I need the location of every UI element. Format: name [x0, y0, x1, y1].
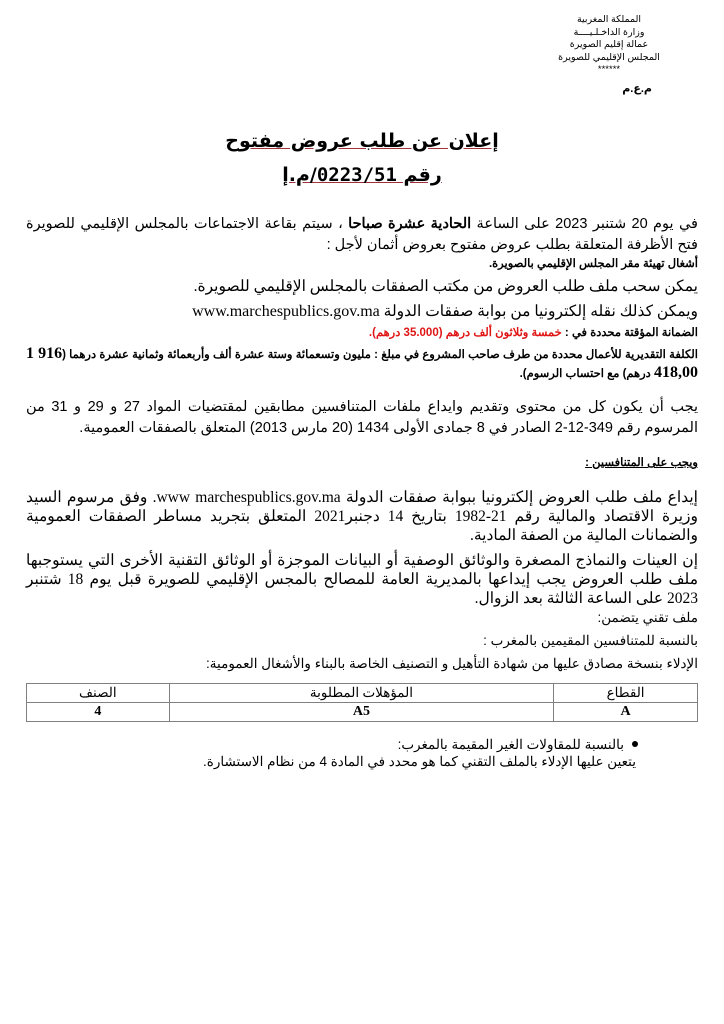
- deposit-text-b: . وفق مرسوم السيد وزيرة الاقتصاد والمالية رقم 21-1982 بتاريخ 14 دجنبر2021 المتعلق بتجريد مساطر الصفقات العمومية والضمانات المالية من الصفة المادية.: [26, 489, 698, 544]
- notice-number-value: 0223/51: [316, 164, 397, 186]
- deposit-link[interactable]: www marchespublics.gov.ma: [156, 489, 341, 506]
- estimate-paragraph: [26, 345, 698, 383]
- notice-title: إعلان عن طلب عروض مفتوح: [225, 130, 499, 152]
- certificate-paragraph: الإدلاء بنسخة مصادق عليها من شهادة التأهيل و التصنيف الخاصة بالبناء والأشغال العمومية:: [206, 656, 698, 671]
- non-residents-text: يتعين عليها الإدلاء بالملف التقني كما هو محدد في المادة 4 من نظام الاستشارة.: [203, 754, 636, 769]
- opening-time: الحادية عشرة صباحا: [348, 216, 472, 232]
- header-sector: القطاع: [554, 684, 698, 703]
- notice-number-suffix: /م.إ: [282, 164, 317, 186]
- non-residents-list: [26, 736, 698, 753]
- table-row: [27, 703, 698, 722]
- samples-paragraph: إن العينات والنماذج المصغرة والوثائق الوصفية أو البيانات الموجزة أو الوثائق التقنية الأخرى التي يستوجبها ملف طلب العروض يجب إيداعها بالمديرية العامة للمصالح بالمجس الإقليمي للصويرة قبل يوم 18 شتنبر 2023 على الساعة الثالثة بعد الزوال.: [26, 552, 698, 607]
- letterhead: [534, 14, 684, 95]
- opening-text-a: في يوم 20 شتنبر 2023 على الساعة: [471, 216, 698, 232]
- letterhead-stars: ******: [597, 64, 621, 75]
- notice-number: [0, 158, 724, 192]
- withdraw-paragraph: يمكن سحب ملف طلب العروض من مكتب الصفقات بالمجلس الإقليمي للصويرة.: [193, 278, 698, 295]
- residents-label: بالنسبة للمتنافسين المقيمين بالمغرب :: [483, 633, 698, 648]
- decree-paragraph: يجب أن يكون كل من محتوى وتقديم وايداع ملفات المتنافسين مطابقين لمقتضيات المواد 27 و 29 و 31 من المرسوم رقم 349-12-2 الصادر في 8 جمادى الأولى 1434 (20 مارس 2013) المتعلق بالصفقات العمومية.: [26, 399, 699, 436]
- cell-sector: A: [554, 703, 698, 722]
- table-header-row: [27, 684, 698, 703]
- letterhead-council: المجلس الإقليمي للصويرة: [558, 51, 660, 63]
- cell-class: 4: [27, 703, 170, 722]
- guarantee-label: الضمانة المؤقتة محددة في :: [561, 327, 698, 339]
- deposit-text-a: إيداع ملف طلب العروض إلكترونيا ببوابة صفقات الدولة: [340, 489, 698, 506]
- classification-table: [26, 683, 698, 722]
- non-residents-label: بالنسبة للمقاولات الغير المقيمة بالمغرب:: [397, 737, 624, 752]
- cell-qualifications: A5: [169, 703, 554, 722]
- portal-link[interactable]: www.marchespublics.gov.ma: [192, 303, 380, 320]
- letterhead-kingdom: المملكة المغربية: [576, 14, 642, 25]
- estimate-text-b: درهم) مع احتساب الرسوم).: [519, 368, 654, 380]
- opening-paragraph: [26, 214, 698, 256]
- estimate-text-a: الكلفة التقديرية للأعمال محددة من طرف صاحب المشروع في مبلغ : مليون وتسعمائة وستة عشرة ألف وأربعمائة وثمانية عشرة درهما (: [62, 349, 698, 361]
- project-title: أشغال تهيئة مقر المجلس الإقليمي بالصويرة.: [488, 258, 698, 270]
- letterhead-province: عمالة إقليم الصويرة: [569, 39, 649, 50]
- competitors-heading: ويجب على المتنافسين :: [585, 457, 698, 469]
- letterhead-reference: م.ع.م: [622, 82, 652, 95]
- header-qualifications: المؤهلات المطلوبة: [169, 684, 554, 703]
- download-text: ويمكن كذلك نقله إلكترونيا من بوابة صفقات الدولة: [379, 303, 698, 320]
- download-paragraph: [26, 301, 698, 322]
- estimate-amount: 1 916 418,00: [26, 345, 698, 381]
- notice-number-prefix: رقم: [396, 164, 442, 186]
- letterhead-ministry: وزارة الداخـلـيــــة: [573, 26, 645, 38]
- list-item: [26, 736, 624, 753]
- guarantee-paragraph: [26, 325, 698, 342]
- notice-title-block: [0, 124, 724, 192]
- notice-body: [26, 214, 698, 770]
- header-class: الصنف: [27, 684, 170, 703]
- technical-file-label: ملف تقني يتضمن:: [597, 610, 698, 625]
- deposit-paragraph: [26, 488, 698, 545]
- guarantee-value: خمسة وثلاثون ألف درهم (35.000 درهم).: [368, 327, 562, 339]
- bullet-icon: [632, 741, 638, 747]
- opening-text-b: ، سيتم بقاعة الاجتماعات بالمجلس الإقليمي للصويرة فتح الأظرفة المتعلقة بطلب عروض مفتوح بعروض أثمان لأجل :: [26, 216, 698, 253]
